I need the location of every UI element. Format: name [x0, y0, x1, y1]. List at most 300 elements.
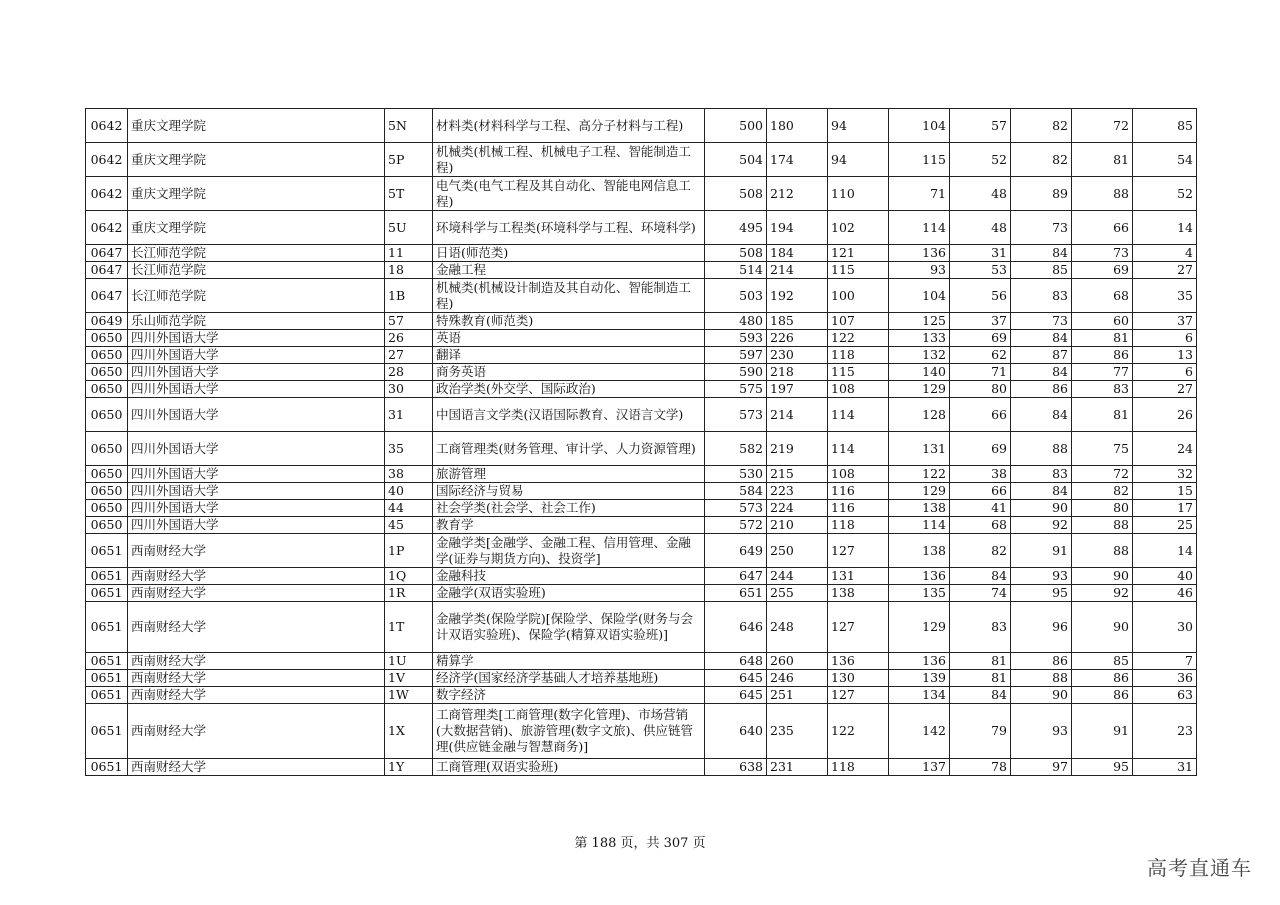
score-cell: 597 — [705, 347, 767, 364]
score-cell: 114 — [828, 398, 889, 432]
score-cell: 81 — [950, 653, 1011, 670]
score-cell: 69 — [950, 330, 1011, 347]
score-cell: 140 — [889, 364, 950, 381]
score-cell: 125 — [889, 313, 950, 330]
score-cell: 31 — [1133, 759, 1197, 776]
score-cell: 95 — [1072, 759, 1133, 776]
major-code-cell: 57 — [385, 313, 433, 330]
score-cell: 129 — [889, 381, 950, 398]
score-cell: 36 — [1133, 670, 1197, 687]
score-cell: 530 — [705, 466, 767, 483]
score-cell: 508 — [705, 245, 767, 262]
score-cell: 84 — [1011, 398, 1072, 432]
score-cell: 73 — [1011, 313, 1072, 330]
score-cell: 89 — [1011, 177, 1072, 211]
score-cell: 85 — [1133, 109, 1197, 143]
score-cell: 584 — [705, 483, 767, 500]
school-code-cell: 0651 — [86, 687, 128, 704]
score-cell: 46 — [1133, 585, 1197, 602]
score-cell: 136 — [889, 245, 950, 262]
score-cell: 645 — [705, 687, 767, 704]
score-cell: 223 — [767, 483, 828, 500]
score-cell: 638 — [705, 759, 767, 776]
table-row — [86, 687, 1197, 704]
table-row — [86, 109, 1197, 143]
score-cell: 121 — [828, 245, 889, 262]
score-cell: 79 — [950, 704, 1011, 759]
score-cell: 197 — [767, 381, 828, 398]
score-cell: 90 — [1072, 602, 1133, 653]
score-cell: 102 — [828, 211, 889, 245]
score-cell: 514 — [705, 262, 767, 279]
score-cell: 86 — [1072, 670, 1133, 687]
score-cell: 226 — [767, 330, 828, 347]
major-name-cell: 材料类(材料科学与工程、高分子材料与工程) — [433, 109, 705, 143]
score-cell: 88 — [1011, 670, 1072, 687]
school-code-cell: 0651 — [86, 704, 128, 759]
score-cell: 129 — [889, 602, 950, 653]
major-code-cell: 1B — [385, 279, 433, 313]
score-cell: 71 — [889, 177, 950, 211]
score-cell: 15 — [1133, 483, 1197, 500]
table-row — [86, 143, 1197, 177]
score-cell: 84 — [1011, 330, 1072, 347]
score-cell: 87 — [1011, 347, 1072, 364]
major-name-cell: 工商管理类(财务管理、审计学、人力资源管理) — [433, 432, 705, 466]
school-name-cell: 重庆文理学院 — [128, 143, 385, 177]
score-cell: 122 — [828, 704, 889, 759]
major-code-cell: 5N — [385, 109, 433, 143]
score-cell: 77 — [1072, 364, 1133, 381]
major-code-cell: 1X — [385, 704, 433, 759]
score-cell: 108 — [828, 381, 889, 398]
score-cell: 495 — [705, 211, 767, 245]
score-cell: 54 — [1133, 143, 1197, 177]
school-code-cell: 0650 — [86, 517, 128, 534]
table-row — [86, 568, 1197, 585]
major-code-cell: 1U — [385, 653, 433, 670]
score-cell: 136 — [828, 653, 889, 670]
score-cell: 6 — [1133, 330, 1197, 347]
score-cell: 97 — [1011, 759, 1072, 776]
school-code-cell: 0651 — [86, 568, 128, 585]
major-code-cell: 40 — [385, 483, 433, 500]
score-cell: 4 — [1133, 245, 1197, 262]
major-name-cell: 机械类(机械设计制造及其自动化、智能制造工程) — [433, 279, 705, 313]
score-cell: 138 — [828, 585, 889, 602]
score-cell: 85 — [1072, 653, 1133, 670]
score-cell: 73 — [1011, 211, 1072, 245]
score-cell: 104 — [889, 279, 950, 313]
score-cell: 138 — [889, 534, 950, 568]
table-row — [86, 245, 1197, 262]
score-cell: 582 — [705, 432, 767, 466]
score-cell: 25 — [1133, 517, 1197, 534]
major-name-cell: 环境科学与工程类(环境科学与工程、环境科学) — [433, 211, 705, 245]
score-cell: 57 — [950, 109, 1011, 143]
score-cell: 82 — [1011, 109, 1072, 143]
score-cell: 115 — [889, 143, 950, 177]
major-code-cell: 1P — [385, 534, 433, 568]
score-cell: 83 — [1011, 279, 1072, 313]
score-cell: 116 — [828, 483, 889, 500]
score-cell: 114 — [889, 517, 950, 534]
school-name-cell: 西南财经大学 — [128, 670, 385, 687]
score-cell: 224 — [767, 500, 828, 517]
score-cell: 575 — [705, 381, 767, 398]
school-code-cell: 0651 — [86, 653, 128, 670]
school-name-cell: 四川外国语大学 — [128, 432, 385, 466]
school-name-cell: 西南财经大学 — [128, 653, 385, 670]
score-cell: 37 — [950, 313, 1011, 330]
score-cell: 35 — [1133, 279, 1197, 313]
score-cell: 504 — [705, 143, 767, 177]
table-row — [86, 279, 1197, 313]
score-cell: 71 — [950, 364, 1011, 381]
school-name-cell: 四川外国语大学 — [128, 483, 385, 500]
score-cell: 133 — [889, 330, 950, 347]
school-code-cell: 0647 — [86, 245, 128, 262]
score-cell: 93 — [1011, 704, 1072, 759]
score-cell: 90 — [1011, 687, 1072, 704]
table-row — [86, 432, 1197, 466]
score-cell: 480 — [705, 313, 767, 330]
score-cell: 503 — [705, 279, 767, 313]
score-cell: 219 — [767, 432, 828, 466]
school-name-cell: 四川外国语大学 — [128, 500, 385, 517]
major-code-cell: 30 — [385, 381, 433, 398]
score-cell: 95 — [1011, 585, 1072, 602]
score-cell: 127 — [828, 534, 889, 568]
major-name-cell: 金融学(双语实验班) — [433, 585, 705, 602]
school-code-cell: 0650 — [86, 364, 128, 381]
school-name-cell: 四川外国语大学 — [128, 398, 385, 432]
major-code-cell: 1T — [385, 602, 433, 653]
score-cell: 127 — [828, 687, 889, 704]
major-code-cell: 1W — [385, 687, 433, 704]
table-row — [86, 313, 1197, 330]
school-code-cell: 0651 — [86, 534, 128, 568]
school-name-cell: 西南财经大学 — [128, 568, 385, 585]
score-cell: 508 — [705, 177, 767, 211]
school-name-cell: 西南财经大学 — [128, 602, 385, 653]
score-cell: 24 — [1133, 432, 1197, 466]
school-name-cell: 西南财经大学 — [128, 585, 385, 602]
table-row — [86, 381, 1197, 398]
major-code-cell: 1R — [385, 585, 433, 602]
major-name-cell: 机械类(机械工程、机械电子工程、智能制造工程) — [433, 143, 705, 177]
table-row — [86, 364, 1197, 381]
watermark-logo: 高考直通车 — [1147, 856, 1252, 880]
major-name-cell: 工商管理类[工商管理(数字化管理)、市场营销(大数据营销)、旅游管理(数字文旅)、供应链管理(供应链金融与智慧商务)] — [433, 704, 705, 759]
score-cell: 83 — [1072, 381, 1133, 398]
major-name-cell: 教育学 — [433, 517, 705, 534]
school-name-cell: 重庆文理学院 — [128, 109, 385, 143]
score-cell: 645 — [705, 670, 767, 687]
score-cell: 68 — [1072, 279, 1133, 313]
score-cell: 74 — [950, 585, 1011, 602]
score-cell: 75 — [1072, 432, 1133, 466]
score-cell: 122 — [889, 466, 950, 483]
major-code-cell: 5U — [385, 211, 433, 245]
score-cell: 100 — [828, 279, 889, 313]
school-code-cell: 0651 — [86, 602, 128, 653]
score-cell: 27 — [1133, 381, 1197, 398]
score-cell: 13 — [1133, 347, 1197, 364]
score-cell: 127 — [828, 602, 889, 653]
score-cell: 212 — [767, 177, 828, 211]
score-cell: 14 — [1133, 534, 1197, 568]
school-name-cell: 重庆文理学院 — [128, 211, 385, 245]
score-cell: 104 — [889, 109, 950, 143]
major-code-cell: 35 — [385, 432, 433, 466]
score-cell: 92 — [1011, 517, 1072, 534]
major-code-cell: 5T — [385, 177, 433, 211]
score-cell: 78 — [950, 759, 1011, 776]
school-code-cell: 0642 — [86, 211, 128, 245]
score-cell: 80 — [1072, 500, 1133, 517]
table-body — [86, 109, 1197, 776]
score-cell: 90 — [1011, 500, 1072, 517]
score-cell: 648 — [705, 653, 767, 670]
score-cell: 192 — [767, 279, 828, 313]
school-name-cell: 四川外国语大学 — [128, 347, 385, 364]
score-cell: 593 — [705, 330, 767, 347]
score-cell: 500 — [705, 109, 767, 143]
score-cell: 139 — [889, 670, 950, 687]
major-name-cell: 经济学(国家经济学基础人才培养基地班) — [433, 670, 705, 687]
table-row — [86, 704, 1197, 759]
major-code-cell: 18 — [385, 262, 433, 279]
score-cell: 255 — [767, 585, 828, 602]
school-name-cell: 四川外国语大学 — [128, 364, 385, 381]
table-row — [86, 211, 1197, 245]
score-cell: 129 — [889, 483, 950, 500]
major-name-cell: 国际经济与贸易 — [433, 483, 705, 500]
score-cell: 235 — [767, 704, 828, 759]
score-cell: 68 — [950, 517, 1011, 534]
major-name-cell: 金融工程 — [433, 262, 705, 279]
major-name-cell: 金融科技 — [433, 568, 705, 585]
table-row — [86, 517, 1197, 534]
school-name-cell: 四川外国语大学 — [128, 381, 385, 398]
score-cell: 210 — [767, 517, 828, 534]
score-cell: 82 — [1072, 483, 1133, 500]
score-cell: 41 — [950, 500, 1011, 517]
score-cell: 640 — [705, 704, 767, 759]
major-code-cell: 26 — [385, 330, 433, 347]
major-name-cell: 翻译 — [433, 347, 705, 364]
score-cell: 7 — [1133, 653, 1197, 670]
score-cell: 86 — [1072, 347, 1133, 364]
major-name-cell: 数字经济 — [433, 687, 705, 704]
major-code-cell: 5P — [385, 143, 433, 177]
major-name-cell: 精算学 — [433, 653, 705, 670]
major-code-cell: 27 — [385, 347, 433, 364]
score-cell: 81 — [1072, 330, 1133, 347]
score-cell: 84 — [1011, 483, 1072, 500]
score-cell: 81 — [950, 670, 1011, 687]
table-row — [86, 398, 1197, 432]
major-code-cell: 1Y — [385, 759, 433, 776]
score-cell: 86 — [1072, 687, 1133, 704]
score-cell: 246 — [767, 670, 828, 687]
score-cell: 131 — [889, 432, 950, 466]
score-cell: 231 — [767, 759, 828, 776]
score-cell: 88 — [1072, 517, 1133, 534]
major-name-cell: 旅游管理 — [433, 466, 705, 483]
score-cell: 214 — [767, 398, 828, 432]
score-cell: 66 — [1072, 211, 1133, 245]
score-cell: 66 — [950, 398, 1011, 432]
score-cell: 82 — [950, 534, 1011, 568]
score-cell: 647 — [705, 568, 767, 585]
score-cell: 214 — [767, 262, 828, 279]
score-cell: 91 — [1072, 704, 1133, 759]
score-cell: 92 — [1072, 585, 1133, 602]
score-cell: 86 — [1011, 653, 1072, 670]
score-cell: 81 — [1072, 143, 1133, 177]
score-cell: 251 — [767, 687, 828, 704]
major-code-cell: 11 — [385, 245, 433, 262]
school-name-cell: 四川外国语大学 — [128, 330, 385, 347]
school-code-cell: 0650 — [86, 432, 128, 466]
major-name-cell: 金融学类[金融学、金融工程、信用管理、金融学(证券与期货方向)、投资学] — [433, 534, 705, 568]
score-cell: 96 — [1011, 602, 1072, 653]
major-name-cell: 英语 — [433, 330, 705, 347]
major-name-cell: 中国语言文学类(汉语国际教育、汉语言文学) — [433, 398, 705, 432]
table-row — [86, 500, 1197, 517]
score-cell: 14 — [1133, 211, 1197, 245]
score-cell: 86 — [1011, 381, 1072, 398]
score-cell: 93 — [1011, 568, 1072, 585]
score-cell: 84 — [1011, 245, 1072, 262]
school-code-cell: 0650 — [86, 381, 128, 398]
score-cell: 248 — [767, 602, 828, 653]
score-cell: 136 — [889, 568, 950, 585]
school-name-cell: 长江师范学院 — [128, 279, 385, 313]
score-cell: 230 — [767, 347, 828, 364]
school-name-cell: 西南财经大学 — [128, 759, 385, 776]
score-cell: 69 — [1072, 262, 1133, 279]
score-cell: 110 — [828, 177, 889, 211]
major-code-cell: 28 — [385, 364, 433, 381]
school-code-cell: 0650 — [86, 483, 128, 500]
score-cell: 48 — [950, 211, 1011, 245]
page-footer: 第 188 页，共 307 页 — [574, 836, 706, 851]
score-cell: 118 — [828, 517, 889, 534]
school-name-cell: 西南财经大学 — [128, 704, 385, 759]
score-cell: 118 — [828, 759, 889, 776]
score-cell: 88 — [1072, 177, 1133, 211]
score-cell: 184 — [767, 245, 828, 262]
score-cell: 244 — [767, 568, 828, 585]
score-cell: 27 — [1133, 262, 1197, 279]
table-row — [86, 670, 1197, 687]
school-name-cell: 长江师范学院 — [128, 262, 385, 279]
score-cell: 84 — [950, 568, 1011, 585]
admission-score-table — [85, 108, 1197, 776]
score-cell: 135 — [889, 585, 950, 602]
table-row — [86, 483, 1197, 500]
score-cell: 250 — [767, 534, 828, 568]
score-cell: 215 — [767, 466, 828, 483]
school-code-cell: 0642 — [86, 109, 128, 143]
major-name-cell: 社会学类(社会学、社会工作) — [433, 500, 705, 517]
score-cell: 81 — [1072, 398, 1133, 432]
major-name-cell: 日语(师范类) — [433, 245, 705, 262]
major-code-cell: 1V — [385, 670, 433, 687]
score-cell: 122 — [828, 330, 889, 347]
table-row — [86, 759, 1197, 776]
table-row — [86, 347, 1197, 364]
score-cell: 72 — [1072, 466, 1133, 483]
score-cell: 115 — [828, 364, 889, 381]
major-name-cell: 商务英语 — [433, 364, 705, 381]
score-cell: 128 — [889, 398, 950, 432]
table-row — [86, 262, 1197, 279]
score-cell: 118 — [828, 347, 889, 364]
score-cell: 649 — [705, 534, 767, 568]
score-cell: 185 — [767, 313, 828, 330]
score-cell: 134 — [889, 687, 950, 704]
score-cell: 137 — [889, 759, 950, 776]
score-cell: 52 — [1133, 177, 1197, 211]
score-cell: 82 — [1011, 143, 1072, 177]
score-cell: 83 — [950, 602, 1011, 653]
score-cell: 136 — [889, 653, 950, 670]
score-cell: 60 — [1072, 313, 1133, 330]
school-code-cell: 0650 — [86, 347, 128, 364]
score-cell: 17 — [1133, 500, 1197, 517]
score-cell: 114 — [889, 211, 950, 245]
score-cell: 72 — [1072, 109, 1133, 143]
score-cell: 116 — [828, 500, 889, 517]
table-row — [86, 177, 1197, 211]
table-row — [86, 534, 1197, 568]
school-code-cell: 0651 — [86, 759, 128, 776]
score-cell: 69 — [950, 432, 1011, 466]
score-cell: 142 — [889, 704, 950, 759]
score-cell: 6 — [1133, 364, 1197, 381]
score-cell: 80 — [950, 381, 1011, 398]
score-cell: 88 — [1072, 534, 1133, 568]
school-code-cell: 0650 — [86, 398, 128, 432]
score-cell: 88 — [1011, 432, 1072, 466]
major-name-cell: 特殊教育(师范类) — [433, 313, 705, 330]
school-name-cell: 四川外国语大学 — [128, 466, 385, 483]
score-cell: 38 — [950, 466, 1011, 483]
major-code-cell: 45 — [385, 517, 433, 534]
school-name-cell: 重庆文理学院 — [128, 177, 385, 211]
score-cell: 132 — [889, 347, 950, 364]
school-name-cell: 乐山师范学院 — [128, 313, 385, 330]
major-name-cell: 电气类(电气工程及其自动化、智能电网信息工程) — [433, 177, 705, 211]
score-cell: 138 — [889, 500, 950, 517]
table-row — [86, 466, 1197, 483]
score-cell: 23 — [1133, 704, 1197, 759]
major-name-cell: 政治学类(外交学、国际政治) — [433, 381, 705, 398]
score-cell: 174 — [767, 143, 828, 177]
school-code-cell: 0651 — [86, 585, 128, 602]
table-row — [86, 602, 1197, 653]
score-cell: 590 — [705, 364, 767, 381]
major-code-cell: 31 — [385, 398, 433, 432]
score-cell: 73 — [1072, 245, 1133, 262]
score-cell: 94 — [828, 109, 889, 143]
major-name-cell: 工商管理(双语实验班) — [433, 759, 705, 776]
score-cell: 107 — [828, 313, 889, 330]
